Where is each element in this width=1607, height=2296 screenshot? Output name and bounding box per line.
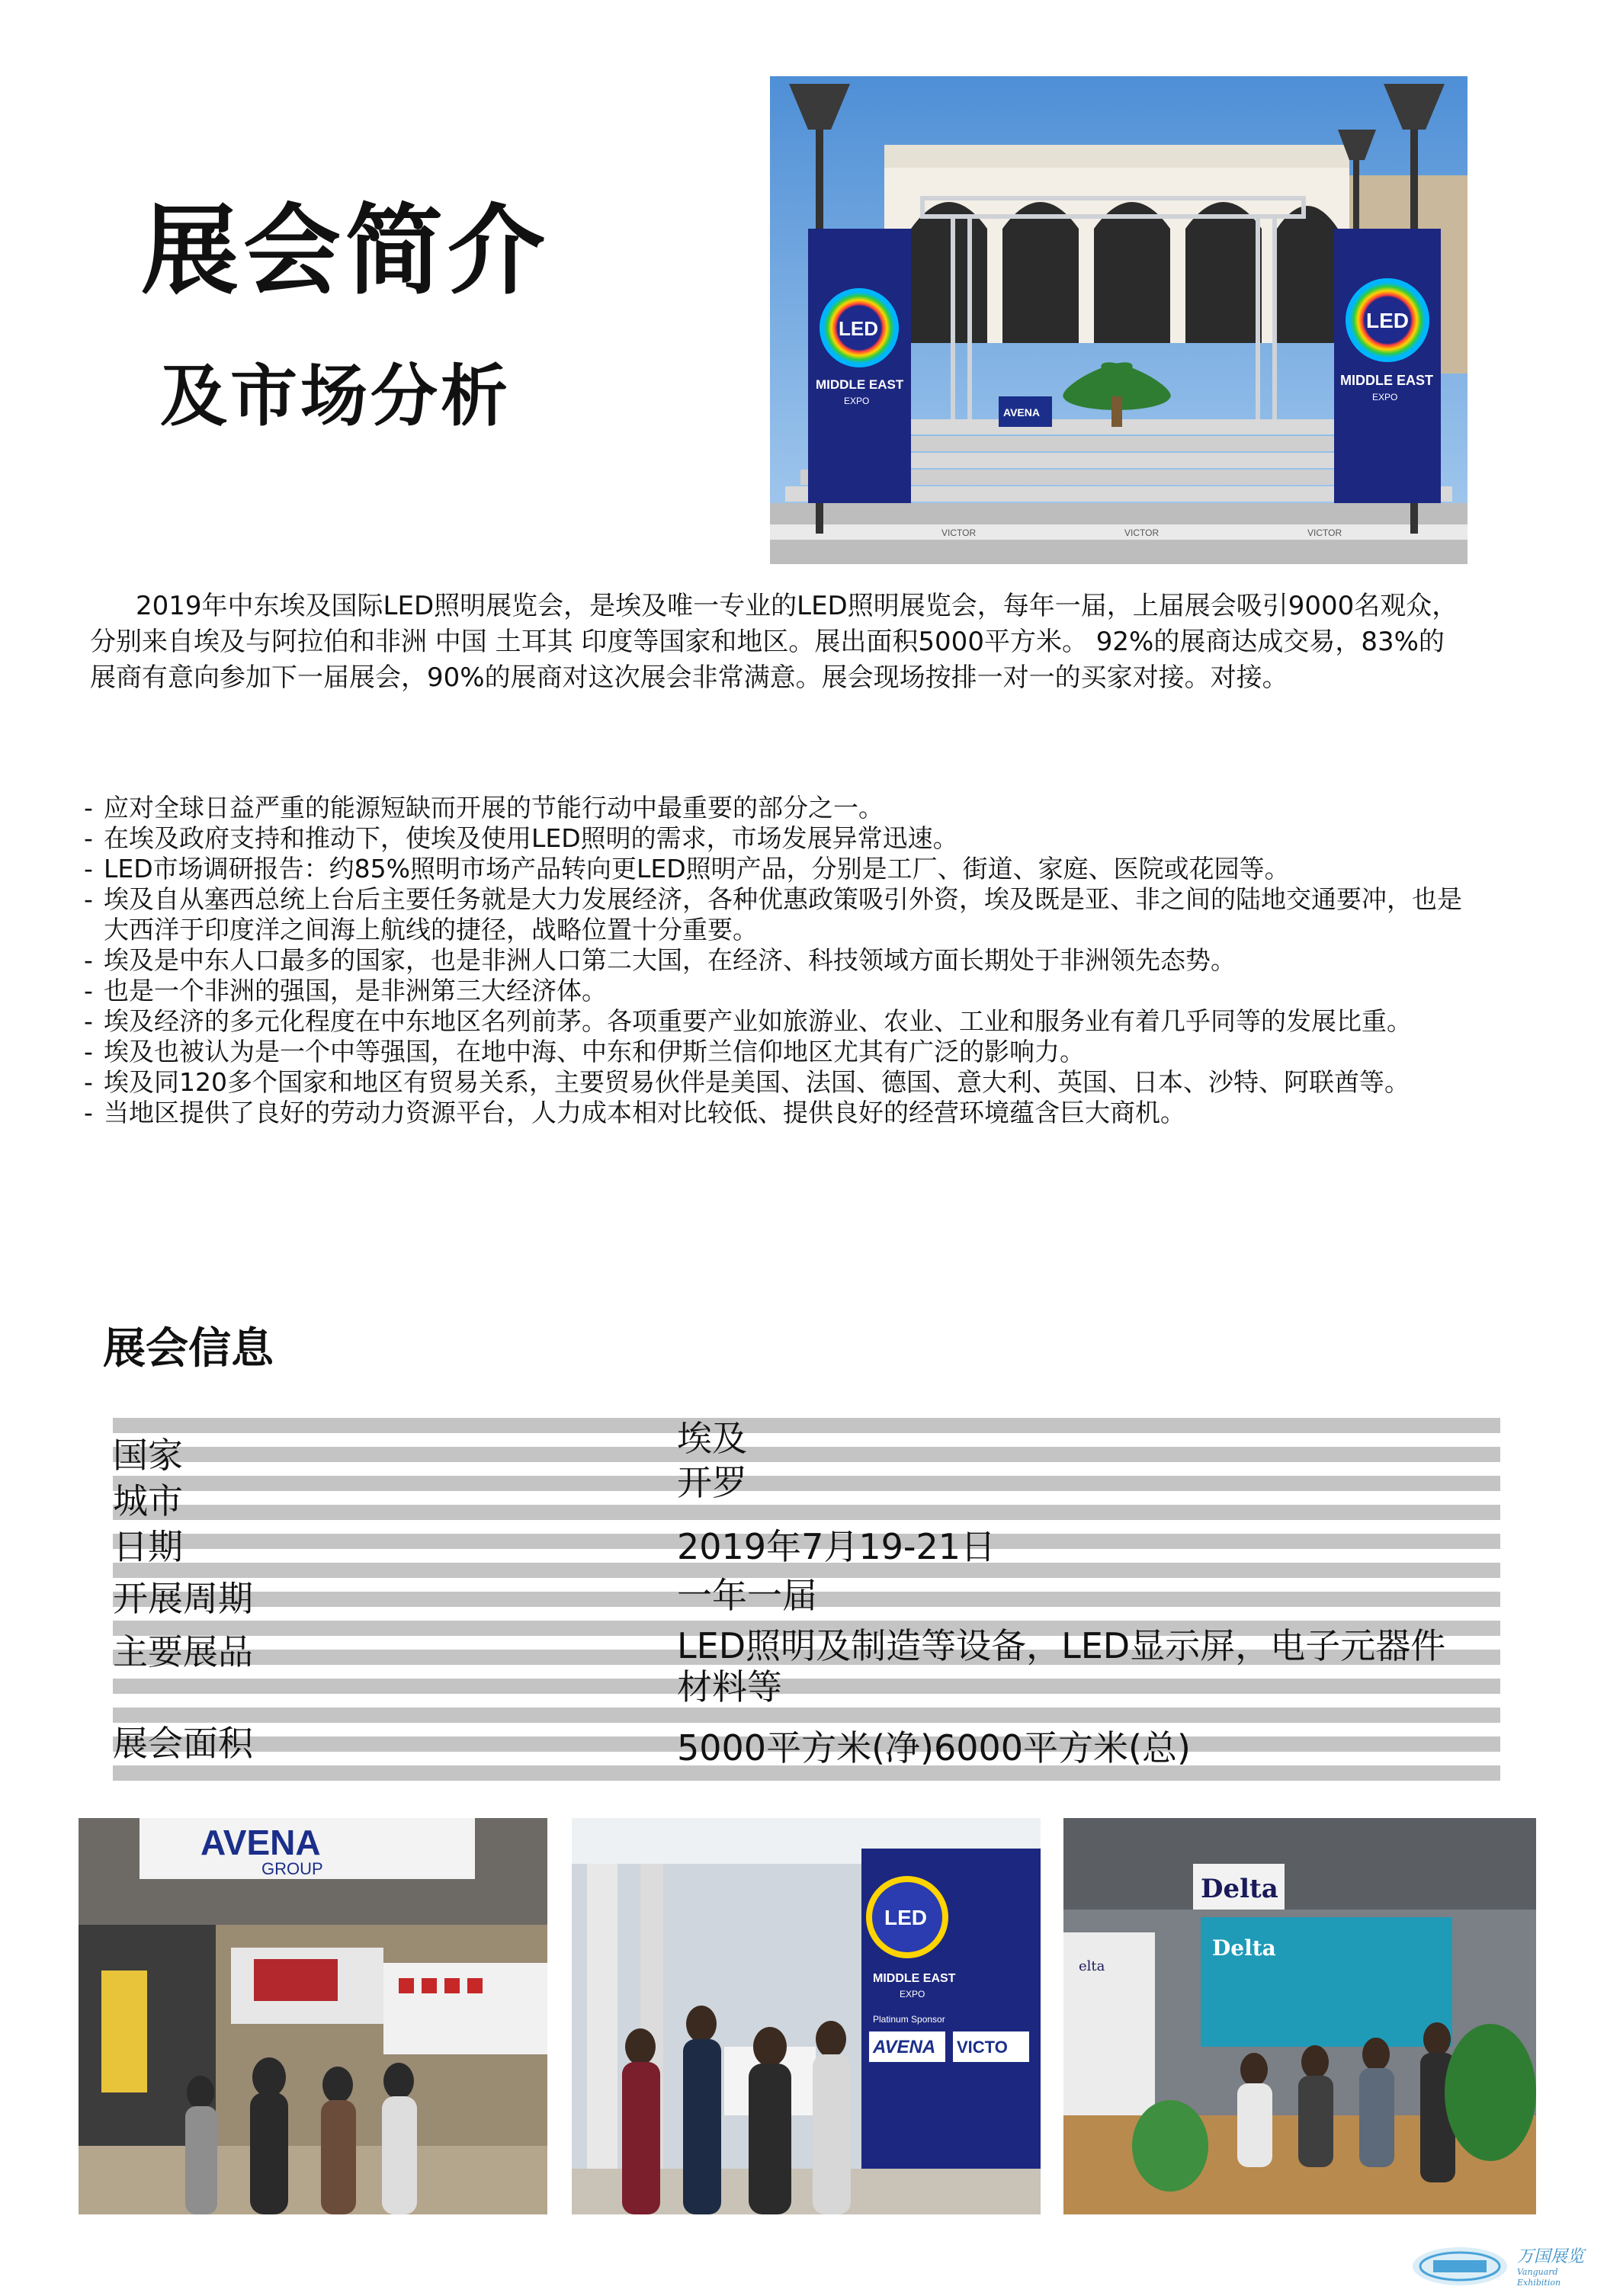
page-title: 展会简介	[141, 194, 550, 308]
info-value-country: 埃及	[677, 1418, 747, 1459]
list-item: - 在埃及政府支持和推动下，使埃及使用LED照明的需求，市场发展异常迅速。	[84, 823, 1471, 854]
svg-text:elta: elta	[1079, 1958, 1105, 1974]
exhibition-photo-2	[572, 1818, 1041, 2214]
list-item: - 埃及也被认为是一个中等强国，在地中海、中东和伊斯兰信仰地区尤其有广泛的影响力。	[84, 1037, 1471, 1067]
info-label-area: 展会面积	[113, 1723, 253, 1764]
intro-text: 2019年中东埃及国际LED照明展览会，是埃及唯一专业的LED照明展览会，每年一届，上届展会吸引9000名观众，分别来自埃及与阿拉伯和非洲 中国 土耳其 印度等国家和地区。展出面积5000平方米。 92%的展商达成交易，83%的展商有意向参加下一届展会，90%的展商对这次展会非常满意。展会现场按排一对一的买家对接。对接。	[90, 591, 1458, 693]
list-item: - 埃及同120多个国家和地区有贸易关系，主要贸易伙伴是美国、法国、德国、意大利、英国、日本、沙特、阿联酋等。	[84, 1067, 1471, 1098]
exhibition-photo-1	[79, 1818, 547, 2214]
svg-text:MIDDLE EAST: MIDDLE EAST	[816, 377, 904, 392]
svg-text:GROUP: GROUP	[261, 1859, 323, 1878]
hero-photo	[770, 76, 1467, 564]
info-label-country: 国家	[113, 1435, 183, 1476]
svg-text:MIDDLE EAST: MIDDLE EAST	[1340, 373, 1434, 388]
list-item: - 也是一个非洲的强国，是非洲第三大经济体。	[84, 976, 1471, 1006]
info-label-city: 城市	[113, 1480, 183, 1522]
svg-text:LED: LED	[839, 317, 878, 340]
market-analysis-list	[84, 793, 1471, 1128]
svg-text:MIDDLE EAST: MIDDLE EAST	[873, 1972, 956, 1985]
svg-text:EXPO: EXPO	[900, 1989, 925, 1999]
intro-paragraph	[90, 588, 1462, 696]
hero-banner-left	[808, 229, 911, 503]
list-item: - 应对全球日益严重的能源短缺而开展的节能行动中最重要的部分之一。	[84, 793, 1471, 823]
svg-text:EXPO: EXPO	[1372, 392, 1398, 402]
info-value-cycle: 一年一届	[677, 1575, 817, 1616]
info-label-cycle: 开展周期	[113, 1578, 253, 1619]
info-value-city: 开罗	[677, 1462, 747, 1503]
svg-text:LED: LED	[1366, 309, 1409, 332]
svg-text:EXPO: EXPO	[844, 396, 870, 406]
svg-text:VICTO: VICTO	[957, 2038, 1008, 2057]
hero-floor-brand: VICTOR	[941, 528, 977, 538]
list-item: - 埃及自从塞西总统上台后主要任务就是大力发展经济，各种优惠政策吸引外资，埃及既是亚、非之间的陆地交通要冲，也是大西洋于印度洋之间海上航线的捷径，战略位置十分重要。	[84, 884, 1471, 945]
list-item: - LED市场调研报告：约85%照明市场产品转向更LED照明产品，分别是工厂、街道、家庭、医院或花园等。	[84, 854, 1471, 884]
info-value-exhibits: LED照明及制造等设备，LED显示屏，电子元器件材料等	[677, 1625, 1446, 1708]
svg-text:VICTOR: VICTOR	[1124, 528, 1160, 538]
svg-text:LED: LED	[884, 1906, 927, 1929]
delta-sign: Delta	[1201, 1874, 1278, 1904]
info-value-date: 2019年7月19-21日	[677, 1526, 996, 1567]
avena-logo: AVENA	[873, 2037, 936, 2057]
hero-photo-illustration	[770, 76, 1467, 564]
svg-text:VICTOR: VICTOR	[1307, 528, 1342, 538]
page-subtitle: 及市场分析	[160, 356, 512, 435]
info-label-date: 日期	[113, 1526, 183, 1567]
svg-text:Delta: Delta	[1212, 1935, 1276, 1961]
vanguard-logo	[1410, 2245, 1509, 2288]
hero-center-sign: AVENA	[1003, 406, 1040, 418]
info-heading: 展会信息	[103, 1324, 274, 1374]
info-value-area: 5000平方米(净)6000平方米(总)	[677, 1727, 1191, 1768]
list-item: - 当地区提供了良好的劳动力资源平台，人力成本相对比较低、提供良好的经营环境蕴含巨大商机。	[84, 1098, 1471, 1128]
info-table	[113, 1418, 1500, 1803]
exhibition-photo-3	[1063, 1818, 1536, 2214]
vanguard-logo-text: 万国展览 Vanguard Exhibition	[1517, 2247, 1585, 2288]
hero-banner-right	[1334, 229, 1441, 503]
list-item: - 埃及是中东人口最多的国家，也是非洲人口第二大国，在经济、科技领域方面长期处于非洲领先态势。	[84, 945, 1471, 976]
info-label-exhibits: 主要展品	[113, 1631, 253, 1672]
svg-text:Platinum Sponsor: Platinum Sponsor	[873, 2014, 945, 2025]
list-item: - 埃及经济的多元化程度在中东地区名列前茅。各项重要产业如旅游业、农业、工业和服务业有着几乎同等的发展比重。	[84, 1006, 1471, 1037]
avena-sign: AVENA	[200, 1823, 321, 1862]
